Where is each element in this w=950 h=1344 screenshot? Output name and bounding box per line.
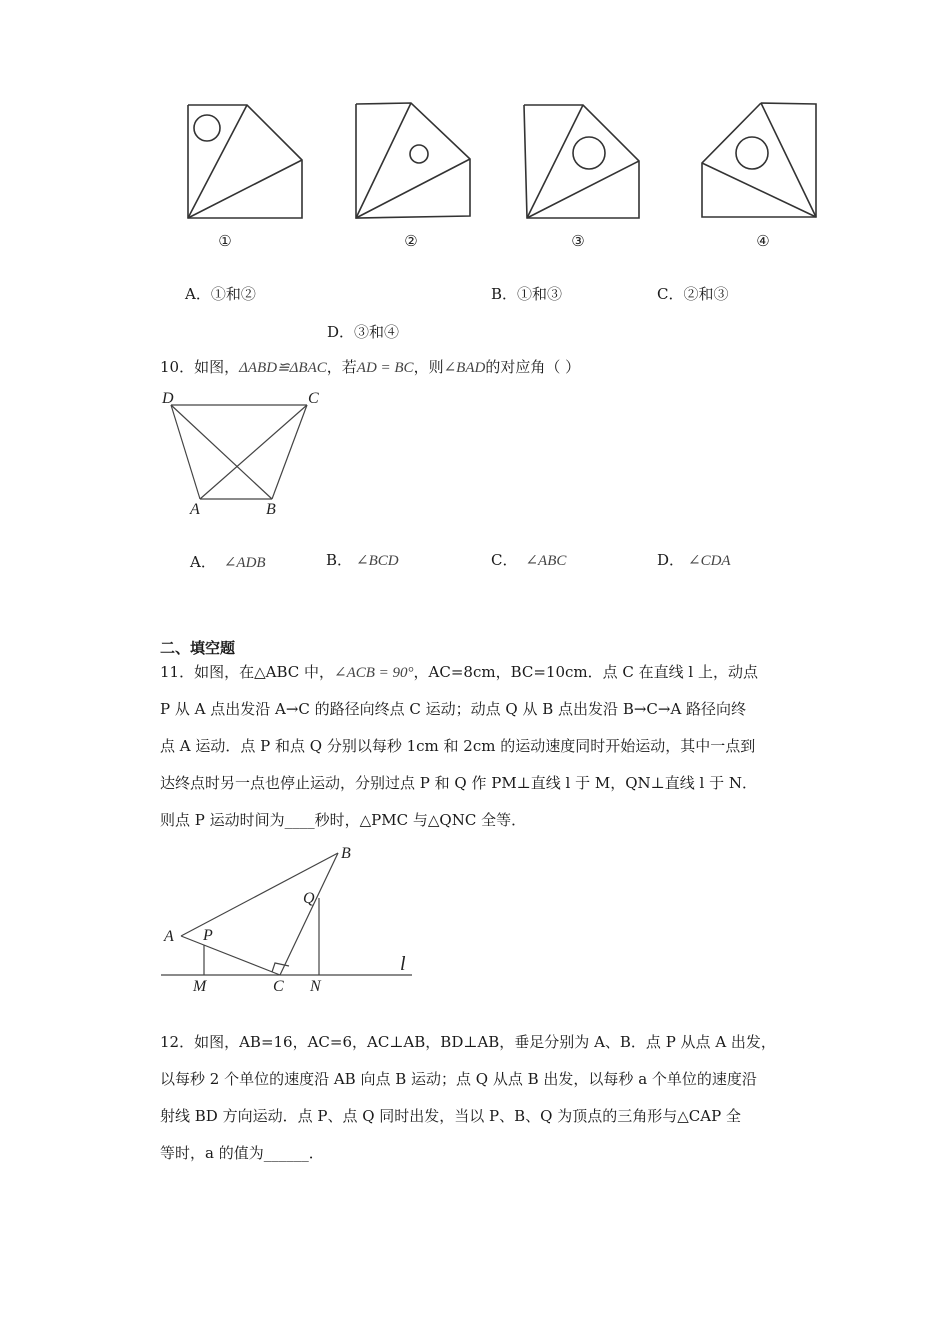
q10-option-a-value: ∠ADB: [223, 555, 266, 571]
q10-option-c-letter: C．: [491, 551, 518, 569]
q11-line-4: 达终点时另一点也停止运动，分别过点 P 和 Q 作 PM⊥直线 l 于 M，QN⊥直线 l 于 N．: [160, 774, 758, 792]
q10-tail: 的对应角（ ）: [485, 358, 581, 376]
q10-condition: AD = BC: [356, 360, 414, 376]
figure-2-label: ②: [404, 232, 418, 250]
q11-line-5-b: 秒时，△PMC 与△QNC 全等．: [314, 811, 527, 829]
q12-line-4-b: ．: [308, 1144, 324, 1162]
figure-1-label: ①: [218, 232, 232, 250]
q10-label-a: A: [190, 501, 200, 518]
q9-option-d[interactable]: D．③和④: [327, 323, 400, 341]
q10-number: 10．如图，: [160, 358, 240, 376]
q12-line-4-a: 等时，a 的值为: [160, 1144, 264, 1162]
q11-label-p: P: [203, 927, 213, 944]
q11-line-2: P 从 A 点出发沿 A→C 的路径向终点 C 运动；动点 Q 从 B 点出发沿 B→C→A 路径向终: [160, 700, 747, 718]
q11-label-n: N: [310, 978, 321, 995]
q12-line-4: [160, 1143, 324, 1163]
q10-label-c: C: [308, 390, 319, 407]
q11-line-1-b: ，AC=8cm，BC=10cm．点 C 在直线 l 上，动点: [413, 663, 758, 681]
q12-line-2: 以每秒 2 个单位的速度沿 AB 向点 B 运动；点 Q 从点 B 出发，以每秒 a 个单位的速度沿: [160, 1070, 757, 1088]
q10-option-c-value: ∠ABC: [525, 553, 567, 569]
q10-label-b: B: [266, 501, 276, 518]
q11-label-m: M: [193, 978, 207, 995]
q10-label-d: D: [162, 390, 174, 407]
q10-option-a-letter: A．: [190, 553, 216, 571]
q12-line-1: 12．如图，AB=16，AC=6，AC⊥AB，BD⊥AB，垂足分别为 A、B．点 P 从点 A 出发，: [160, 1033, 776, 1051]
q9-option-a[interactable]: A．①和②: [185, 285, 256, 303]
q10-mid2: ，则: [413, 358, 444, 376]
q10-angle: ∠BAD: [443, 360, 486, 376]
q11-label-b: B: [341, 845, 351, 862]
q11-label-a: A: [164, 928, 174, 945]
figure-4-label: ④: [756, 232, 770, 250]
q11-line-5-a: 则点 P 运动时间为: [160, 811, 285, 829]
q10-mid: ，若: [326, 358, 357, 376]
section-title: 二、填空题: [160, 639, 236, 657]
q9-option-b[interactable]: B．①和③: [491, 285, 563, 303]
q12-line-3: 射线 BD 方向运动．点 P、点 Q 同时出发，当以 P、B、Q 为顶点的三角形与△CAP 全: [160, 1107, 741, 1125]
q10-congruence: ΔABD≌ΔBAC: [239, 360, 327, 376]
q10-option-d-letter: D．: [657, 551, 685, 569]
q11-answer-blank[interactable]: ____: [284, 811, 315, 829]
q11-label-c: C: [273, 978, 284, 995]
q10-option-d-value: ∠CDA: [688, 553, 731, 569]
q11-label-q: Q: [303, 890, 315, 907]
q11-line-1-a: 11．如图，在△ABC 中，: [160, 663, 335, 681]
q10-option-b-value: ∠BCD: [356, 553, 399, 569]
figure-3-label: ③: [571, 232, 585, 250]
q10-option-b-letter: B．: [326, 551, 353, 569]
q9-option-c[interactable]: C．②和③: [657, 285, 729, 303]
q11-line-3: 点 A 运动．点 P 和点 Q 分别以每秒 1cm 和 2cm 的运动速度同时开始运动，其中一点到: [160, 737, 756, 755]
q11-angle-acb: ∠ACB = 90°: [334, 665, 414, 681]
q12-answer-blank[interactable]: ______: [263, 1144, 309, 1162]
q11-label-l: l: [400, 953, 406, 975]
